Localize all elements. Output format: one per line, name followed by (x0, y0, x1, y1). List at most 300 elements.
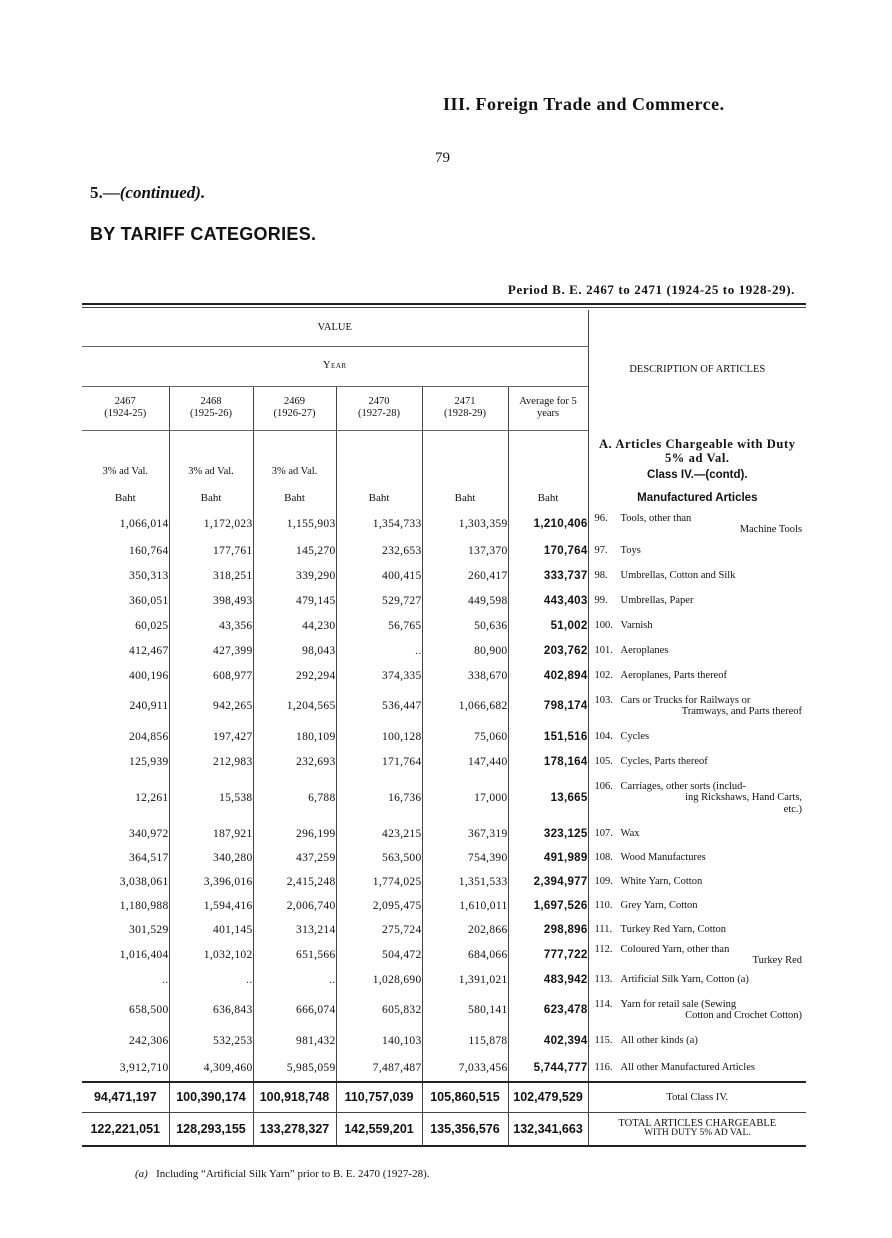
description-line (595, 1062, 807, 1073)
value-cell: 232,653 (336, 538, 422, 564)
item-number: 100. (594, 620, 613, 632)
item-description: Wood Manufactures (620, 852, 706, 864)
average-cell: 203,762 (508, 638, 588, 664)
table-row (82, 870, 806, 894)
description-line (595, 731, 807, 742)
item-number: 109. (594, 876, 613, 888)
item-description-cont: Machine Tools (739, 524, 803, 535)
value-cell: 232,693 (253, 750, 336, 774)
item-description-cont: Cotton and Crochet Cotton) (685, 1010, 803, 1021)
average-cell: 2,394,977 (508, 870, 588, 894)
value-cell: 1,155,903 (253, 510, 336, 538)
average-cell: 402,394 (508, 1028, 588, 1054)
description-line (595, 876, 807, 887)
value-cell: 80,900 (422, 638, 508, 664)
item-number: 103. (594, 694, 613, 706)
table-row (82, 846, 806, 870)
average-cell: 491,989 (508, 846, 588, 870)
year-header: Year (82, 346, 588, 386)
value-cell: 423,215 (336, 822, 422, 846)
description-line (595, 999, 807, 1010)
description-line (595, 974, 807, 985)
description-cell (588, 968, 806, 992)
value-cell: 160,764 (129, 545, 169, 557)
description-cell (588, 1028, 806, 1054)
value-cell: 2,006,740 (253, 894, 336, 918)
description-line (595, 595, 807, 606)
description-cell (588, 664, 806, 688)
description-cell (588, 992, 806, 1028)
average-cell: 333,737 (508, 564, 588, 588)
value-cell: 374,335 (336, 664, 422, 688)
total-label-line: Total Class IV. (666, 1091, 729, 1103)
item-number: 98. (594, 570, 608, 582)
item-description: Yarn for retail sale (Sewing (620, 998, 737, 1010)
item-description: Cycles (620, 731, 650, 743)
value-cell: 16,736 (336, 774, 422, 822)
class-label: Class IV.—(contd). (647, 468, 748, 481)
average-cell: 777,722 (508, 942, 588, 968)
value-cell: 1,016,404 (119, 949, 169, 961)
item-number: 115. (594, 1035, 613, 1047)
table-top-rule-thin (82, 307, 806, 308)
description-line (595, 513, 807, 524)
value-cell: 684,066 (422, 942, 508, 968)
value-cell: 340,972 (129, 828, 169, 840)
description-cell (588, 588, 806, 614)
value-cell: 75,060 (422, 724, 508, 750)
total-value-cell: 128,293,155 (169, 1112, 253, 1146)
item-description: Cars or Trucks for Railways or (620, 694, 751, 706)
total-value-cell: 142,559,201 (336, 1112, 422, 1146)
value-cell: 50,636 (422, 614, 508, 638)
value-cell: 260,417 (422, 564, 508, 588)
value-cell: 981,432 (253, 1028, 336, 1054)
table-row (82, 614, 806, 638)
value-cell: 1,066,014 (119, 518, 169, 530)
item-description: Umbrellas, Cotton and Silk (620, 570, 736, 582)
average-cell: 323,125 (508, 822, 588, 846)
value-cell: 292,294 (253, 664, 336, 688)
average-cell: 170,764 (508, 538, 588, 564)
value-cell: 6,788 (253, 774, 336, 822)
item-description: Wax (620, 828, 640, 840)
value-cell: 651,566 (253, 942, 336, 968)
value-cell: 605,832 (336, 992, 422, 1028)
value-cell: 177,761 (169, 538, 253, 564)
value-cell: 7,487,487 (336, 1054, 422, 1082)
value-cell: 339,290 (253, 564, 336, 588)
description-line (595, 756, 807, 767)
value-cell: 1,594,416 (169, 894, 253, 918)
item-description: Aeroplanes, Parts thereof (620, 670, 727, 682)
year-be: 2470 (368, 395, 390, 407)
description-cell (588, 894, 806, 918)
value-cell: 318,251 (169, 564, 253, 588)
table-row (82, 774, 806, 822)
value-cell: 115,878 (422, 1028, 508, 1054)
value-cell: .. (253, 968, 336, 992)
item-description: Carriages, other sorts (includ- (620, 781, 746, 793)
value-cell: 5,985,059 (253, 1054, 336, 1082)
item-description: White Yarn, Cotton (620, 876, 703, 888)
value-cell: 1,391,021 (422, 968, 508, 992)
description-cell (588, 538, 806, 564)
total-label (588, 1112, 806, 1146)
value-cell: 137,370 (422, 538, 508, 564)
value-cell: 100,128 (336, 724, 422, 750)
value-cell: 140,103 (336, 1028, 422, 1054)
year-ce: (1924-25) (104, 408, 147, 419)
total-value-cell: 94,471,197 (93, 1090, 157, 1105)
description-cell (588, 918, 806, 942)
item-number: 113. (594, 974, 613, 986)
total-row (82, 1082, 806, 1112)
total-label-line: WITH DUTY 5% AD VAL. (643, 1128, 751, 1139)
item-number: 102. (594, 670, 613, 682)
item-description: Aeroplanes (620, 645, 669, 657)
description-line (595, 570, 807, 581)
total-value-cell: 135,356,576 (422, 1112, 508, 1146)
value-cell: 60,025 (135, 620, 169, 632)
table-row (82, 894, 806, 918)
value-cell: 479,145 (253, 588, 336, 614)
table-row (82, 968, 806, 992)
value-cell: 367,319 (422, 822, 508, 846)
table-row (82, 992, 806, 1028)
item-description-cont: etc.) (783, 803, 803, 815)
value-cell: 1,351,533 (422, 870, 508, 894)
trade-table (82, 310, 806, 1147)
item-description: Coloured Yarn, other than (620, 943, 730, 955)
year-be: 2468 (200, 395, 222, 407)
value-cell: 2,095,475 (336, 894, 422, 918)
total-average-cell: 102,479,529 (508, 1082, 588, 1112)
average-cell: 1,697,526 (508, 894, 588, 918)
unit-row (82, 486, 806, 510)
value-cell: 12,261 (135, 792, 169, 804)
year-ce: (1926-27) (273, 408, 316, 419)
item-description-cont: ing Rickshaws, Hand Carts, (685, 792, 803, 804)
description-cell (588, 822, 806, 846)
value-cell: 360,051 (129, 595, 169, 607)
unit-label: Baht (422, 486, 508, 510)
value-cell: 658,500 (129, 1004, 169, 1016)
unit-label: Baht (336, 486, 422, 510)
total-average-cell: 132,341,663 (508, 1112, 588, 1146)
value-cell: 400,196 (129, 670, 169, 682)
average-cell: 483,942 (508, 968, 588, 992)
year-column-header (253, 386, 336, 430)
continued-number: 5.— (90, 183, 120, 202)
total-value-cell: 100,390,174 (169, 1082, 253, 1112)
value-cell: 1,172,023 (169, 510, 253, 538)
duty-note-cell (508, 430, 588, 486)
value-cell: 1,774,025 (336, 870, 422, 894)
item-number: 111. (594, 924, 613, 936)
table-row (82, 564, 806, 588)
average-cell: 1,210,406 (508, 510, 588, 538)
item-number: 106. (594, 781, 613, 793)
duty-note-cell: 3% ad Val. (253, 430, 336, 486)
value-cell: 400,415 (336, 564, 422, 588)
average-cell: 402,894 (508, 664, 588, 688)
value-cell: 1,610,011 (422, 894, 508, 918)
section-title: III. Foreign Trade and Commerce. (443, 94, 725, 114)
description-line (595, 944, 807, 955)
item-number: 105. (594, 756, 613, 768)
value-cell: 350,313 (129, 570, 169, 582)
item-description: Varnish (620, 620, 653, 632)
value-cell: 202,866 (422, 918, 508, 942)
average-cell: 151,516 (508, 724, 588, 750)
value-cell: 296,199 (253, 822, 336, 846)
value-cell: 532,253 (169, 1028, 253, 1054)
item-description: Umbrellas, Paper (620, 595, 694, 607)
item-number: 108. (594, 852, 613, 864)
duty-note-cell: 3% ad Val. (102, 465, 149, 477)
value-cell: 1,354,733 (336, 510, 422, 538)
value-cell: 43,356 (169, 614, 253, 638)
total-label (588, 1082, 806, 1112)
value-cell: 1,032,102 (169, 942, 253, 968)
item-number: 96. (594, 512, 608, 524)
item-description: Tools, other than (620, 512, 692, 524)
year-ce: (1925-26) (190, 408, 232, 419)
value-cell: 449,598 (422, 588, 508, 614)
table-row (82, 664, 806, 688)
table-row (82, 724, 806, 750)
value-cell: 204,856 (129, 731, 169, 743)
value-cell: 608,977 (169, 664, 253, 688)
description-line (595, 900, 807, 911)
total-value-cell: 105,860,515 (422, 1082, 508, 1112)
value-cell: .. (162, 974, 169, 986)
year-be: 2469 (284, 395, 305, 407)
description-line (595, 545, 807, 556)
description-line (595, 670, 807, 681)
value-cell: 563,500 (336, 846, 422, 870)
description-cell (588, 846, 806, 870)
duty-note-cell (422, 430, 508, 486)
footnote (135, 1168, 430, 1180)
item-description: Toys (620, 545, 641, 557)
continued-word: (continued). (119, 183, 206, 202)
footnote-marker: (a) (135, 1168, 148, 1180)
value-cell: 3,038,061 (119, 876, 169, 888)
average-cell: 13,665 (508, 774, 588, 822)
value-cell: 412,467 (129, 645, 169, 657)
average-cell: 798,174 (508, 688, 588, 724)
description-line (595, 645, 807, 656)
value-cell: 364,517 (129, 852, 169, 864)
table-row (82, 688, 806, 724)
year-column-header (169, 386, 253, 430)
value-cell: 180,109 (253, 724, 336, 750)
table-subtitle: BY TARIFF CATEGORIES. (90, 224, 317, 244)
value-cell: 125,939 (129, 756, 169, 768)
year-ce: (1927-28) (358, 408, 400, 419)
description-cell (588, 750, 806, 774)
table-row (82, 750, 806, 774)
table-row (82, 942, 806, 968)
item-number: 110. (594, 900, 613, 912)
unit-label: Baht (169, 486, 253, 510)
value-cell: 275,724 (336, 918, 422, 942)
value-cell: 212,983 (169, 750, 253, 774)
value-cell: 666,074 (253, 992, 336, 1028)
item-description: Artificial Silk Yarn, Cotton (a) (620, 974, 749, 986)
item-number: 101. (594, 645, 613, 657)
unit-label: Baht (114, 491, 136, 504)
item-description-cont: Turkey Red (752, 955, 803, 966)
value-cell: 242,306 (129, 1035, 169, 1047)
item-number: 114. (594, 998, 613, 1010)
total-value-cell: 110,757,039 (336, 1082, 422, 1112)
unit-label: Baht (508, 486, 588, 510)
description-cell (588, 688, 806, 724)
period-label: Period B. E. 2467 to 2471 (1924-25 to 1928-29). (507, 282, 795, 297)
average-cell: 298,896 (508, 918, 588, 942)
average-cell: 51,002 (508, 614, 588, 638)
total-value-cell: 122,221,051 (90, 1121, 160, 1136)
value-cell: 437,259 (253, 846, 336, 870)
year-column-header (82, 386, 169, 430)
item-number: 104. (594, 731, 613, 743)
item-number: 97. (594, 545, 608, 557)
duty-note-cell (336, 430, 422, 486)
item-number: 99. (594, 595, 608, 607)
category-heading (588, 430, 806, 486)
total-value-cell: 100,918,748 (253, 1082, 336, 1112)
unit-label: Baht (253, 486, 336, 510)
group-label: Manufactured Articles (588, 486, 806, 510)
table-row (82, 1054, 806, 1082)
average-cell: 443,403 (508, 588, 588, 614)
description-line (595, 828, 807, 839)
year-column-header (336, 386, 422, 430)
description-cell (588, 774, 806, 822)
value-cell: 427,399 (169, 638, 253, 664)
item-description: All other kinds (a) (620, 1035, 698, 1047)
year-ce: (1928-29) (444, 408, 486, 419)
item-number: 112. (594, 943, 613, 955)
value-cell: 1,180,988 (119, 900, 169, 912)
item-description: Grey Yarn, Cotton (620, 900, 698, 912)
description-header: DESCRIPTION OF ARTICLES (588, 310, 806, 430)
total-value-cell: 133,278,327 (253, 1112, 336, 1146)
value-cell: 197,427 (169, 724, 253, 750)
item-description: All other Manufactured Articles (620, 1061, 755, 1073)
value-cell: 636,843 (169, 992, 253, 1028)
value-cell: 3,912,710 (119, 1061, 169, 1074)
value-cell: 1,066,682 (422, 688, 508, 724)
value-cell: 401,145 (169, 918, 253, 942)
average-cell: 178,164 (508, 750, 588, 774)
value-header-row (82, 310, 806, 346)
description-line (595, 695, 807, 706)
value-cell: 504,472 (336, 942, 422, 968)
value-cell: 3,396,016 (169, 870, 253, 894)
value-cell: 942,265 (169, 688, 253, 724)
item-description-cont: Tramways, and Parts thereof (681, 706, 803, 717)
table-row (82, 822, 806, 846)
value-cell: 98,043 (253, 638, 336, 664)
description-line (595, 852, 807, 863)
table-row (82, 638, 806, 664)
value-cell: 338,670 (422, 664, 508, 688)
average-cell: 623,478 (508, 992, 588, 1028)
table-row (82, 588, 806, 614)
value-cell: 145,270 (253, 538, 336, 564)
value-cell: 1,303,359 (422, 510, 508, 538)
value-cell: 398,493 (169, 588, 253, 614)
description-cell (588, 870, 806, 894)
value-cell: 7,033,456 (422, 1054, 508, 1082)
description-cell (588, 724, 806, 750)
table-row (82, 918, 806, 942)
value-header: VALUE (82, 310, 588, 346)
item-number: 116. (594, 1061, 613, 1073)
description-line (595, 620, 807, 631)
value-cell: 17,000 (422, 774, 508, 822)
table-row (82, 538, 806, 564)
value-cell: 313,214 (253, 918, 336, 942)
value-cell: 147,440 (422, 750, 508, 774)
description-line (595, 1035, 807, 1046)
value-cell: 171,764 (336, 750, 422, 774)
description-cell (588, 1054, 806, 1082)
description-cell (588, 564, 806, 588)
total-row (82, 1112, 806, 1146)
item-description: Turkey Red Yarn, Cotton (620, 924, 727, 936)
year-column-header (422, 386, 508, 430)
description-line (595, 781, 807, 792)
value-cell: 580,141 (422, 992, 508, 1028)
description-cell (588, 638, 806, 664)
value-cell: 340,280 (169, 846, 253, 870)
description-cell (588, 942, 806, 968)
description-cell (588, 510, 806, 538)
value-cell: 1,204,565 (253, 688, 336, 724)
year-be: 2471 (454, 395, 476, 407)
value-cell: 754,390 (422, 846, 508, 870)
value-cell: 1,028,690 (336, 968, 422, 992)
footnote-text: Including “Artificial Silk Yarn” prior to B. E. 2470 (1927-28). (156, 1168, 430, 1180)
description-line (595, 924, 807, 935)
continued-label (90, 183, 205, 203)
page-number: 79 (435, 150, 450, 166)
value-cell: 56,765 (336, 614, 422, 638)
value-cell: 301,529 (129, 924, 169, 936)
value-cell: 15,538 (169, 774, 253, 822)
year-be: 2467 (114, 395, 136, 407)
value-cell: 187,921 (169, 822, 253, 846)
table-row (82, 510, 806, 538)
average-cell: 5,744,777 (508, 1054, 588, 1082)
description-cell (588, 614, 806, 638)
value-cell: 44,230 (253, 614, 336, 638)
item-description: Cycles, Parts thereof (620, 756, 708, 768)
value-cell: 240,911 (129, 700, 169, 712)
category-title: A. Articles Chargeable with Duty 5% ad Val. (598, 437, 796, 466)
duty-row (82, 430, 806, 486)
table-top-rule (82, 303, 806, 305)
value-cell: 529,727 (336, 588, 422, 614)
duty-note-cell: 3% ad Val. (169, 430, 253, 486)
value-cell: .. (169, 968, 253, 992)
average-column-header: Average for 5 years (508, 386, 588, 430)
